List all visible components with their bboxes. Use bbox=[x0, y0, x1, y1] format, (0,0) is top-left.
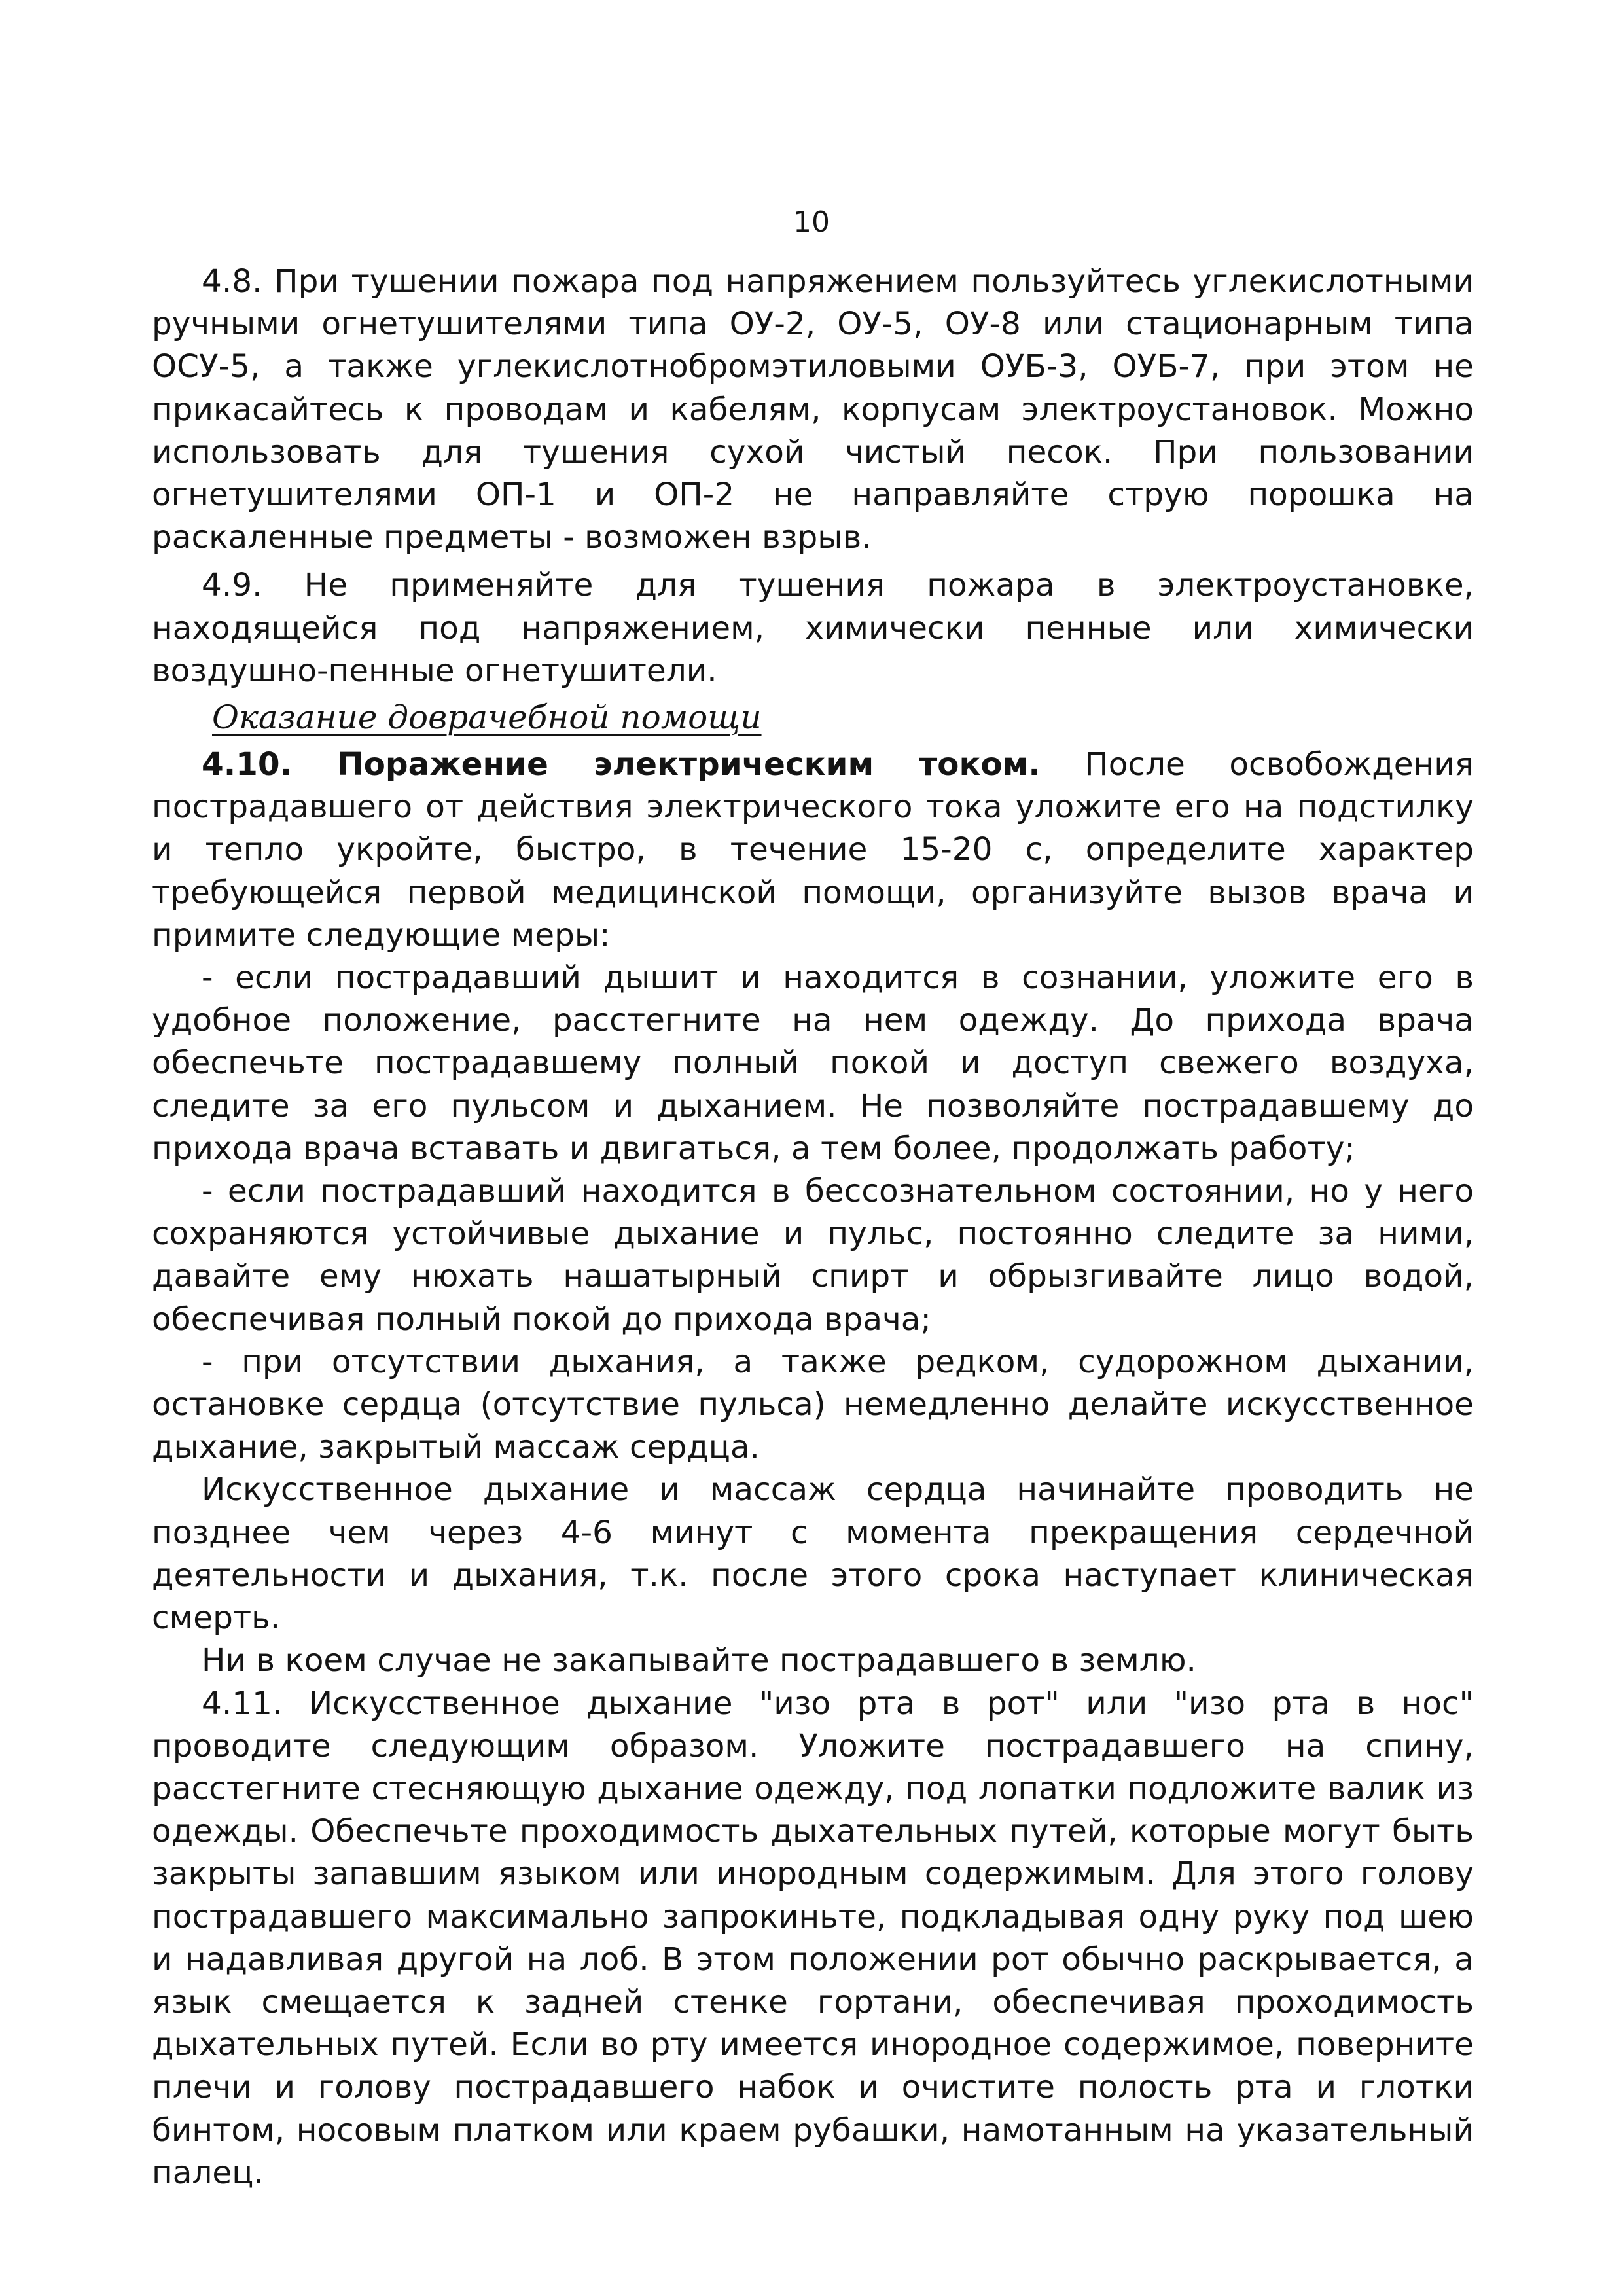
list-item-conscious: - если пострадавший дышит и находится в сознании, уложите его в удобное положение, расстегните на нем одежду. До прихода врача обеспечьте пострадавшему полный покой и доступ свежего воздуха, следите за его пульсом и дыханием. Не позволяйте пострадавшему до прихода врача вставать и двигаться, а тем более, продолжать работу; bbox=[152, 960, 1474, 1167]
paragraph-4-10-title: 4.10. Поражение электрическим током. bbox=[202, 746, 1041, 783]
page-number: 10 bbox=[793, 206, 830, 239]
paragraph-cpr-timing: Искусственное дыхание и массаж сердца начинайте проводить не позднее чем через 4-6 минут с момента прекращения сердечной деятельности и дыхания, т.к. после этого срока наступает клиническая смерть. bbox=[152, 1471, 1474, 1637]
paragraph-4-11: 4.11. Искусственное дыхание "изо рта в рот" или "изо рта в нос" проводите следующим образом. Уложите пострадавшего на спину, расстегните стесняющую дыхание одежду, под лопатки подложите валик из одежды. Обеспечьте проходимость дыхательных путей, которые могут быть закрыты запавшим языком или инородным содержимым. Для этого голову пострадавшего максимально запрокиньте, подкладывая одну руку под шею и надавливая другой на лоб. В этом положении рот обычно раскрывается, а язык смещается к задней стенке гортани, обеспечивая проходимость дыхательных путей. Если во рту имеется инородное содержимое, поверните плечи и голову пострадавшего набок и очистите полость рта и глотки бинтом, носовым платком или краем рубашки, намотанным на указательный палец. bbox=[152, 1685, 1474, 2191]
paragraph-no-burying: Ни в коем случае не закапывайте пострадавшего в землю. bbox=[202, 1642, 1196, 1679]
paragraph-4-8: 4.8. При тушении пожара под напряжением пользуйтесь углекислотными ручными огнетушителями типа ОУ-2, ОУ-5, ОУ-8 или стационарным типа ОСУ-5, а также углекислотнобромэтиловыми ОУБ-3, ОУБ-7, при этом не прикасайтесь к проводам и кабелям, корпусам электроустановок. Можно использовать для тушения сухой чистый песок. При пользовании огнетушителями ОП-1 и ОП-2 не направляйте струю порошка на раскаленные предметы - возможен взрыв. bbox=[152, 263, 1474, 556]
section-heading-first-aid bbox=[152, 695, 1474, 740]
document-body bbox=[152, 260, 1474, 2195]
paragraph-4-10 bbox=[152, 744, 1474, 957]
section-heading-text: Оказание доврачебной помощи bbox=[212, 698, 762, 737]
paragraph-4-10-text: После освобождения пострадавшего от действия электрического тока уложите его на подстилку и тепло укройте, быстро, в течение 15-20 с, определите характер требующейся первой медицинской помощи, организуйте вызов врача и примите следующие меры: bbox=[152, 746, 1474, 954]
paragraph-4-9: 4.9. Не применяйте для тушения пожара в электроустановке, находящейся под напряжением, химически пенные или химически воздушно-пенные огнетушители. bbox=[152, 567, 1474, 689]
list-item-unconscious: - если пострадавший находится в бессознательном состоянии, но у него сохраняются устойчивые дыхание и пульс, постоянно следите за ними, давайте ему нюхать нашатырный спирт и обрызгивайте лицо водой, обеспечивая полный покой до прихода врача; bbox=[152, 1173, 1474, 1338]
list-item-no-breathing: - при отсутствии дыхания, а также редком, судорожном дыхании, остановке сердца (отсутствие пульса) немедленно делайте искусственное дыхание, закрытый массаж сердца. bbox=[152, 1343, 1474, 1466]
